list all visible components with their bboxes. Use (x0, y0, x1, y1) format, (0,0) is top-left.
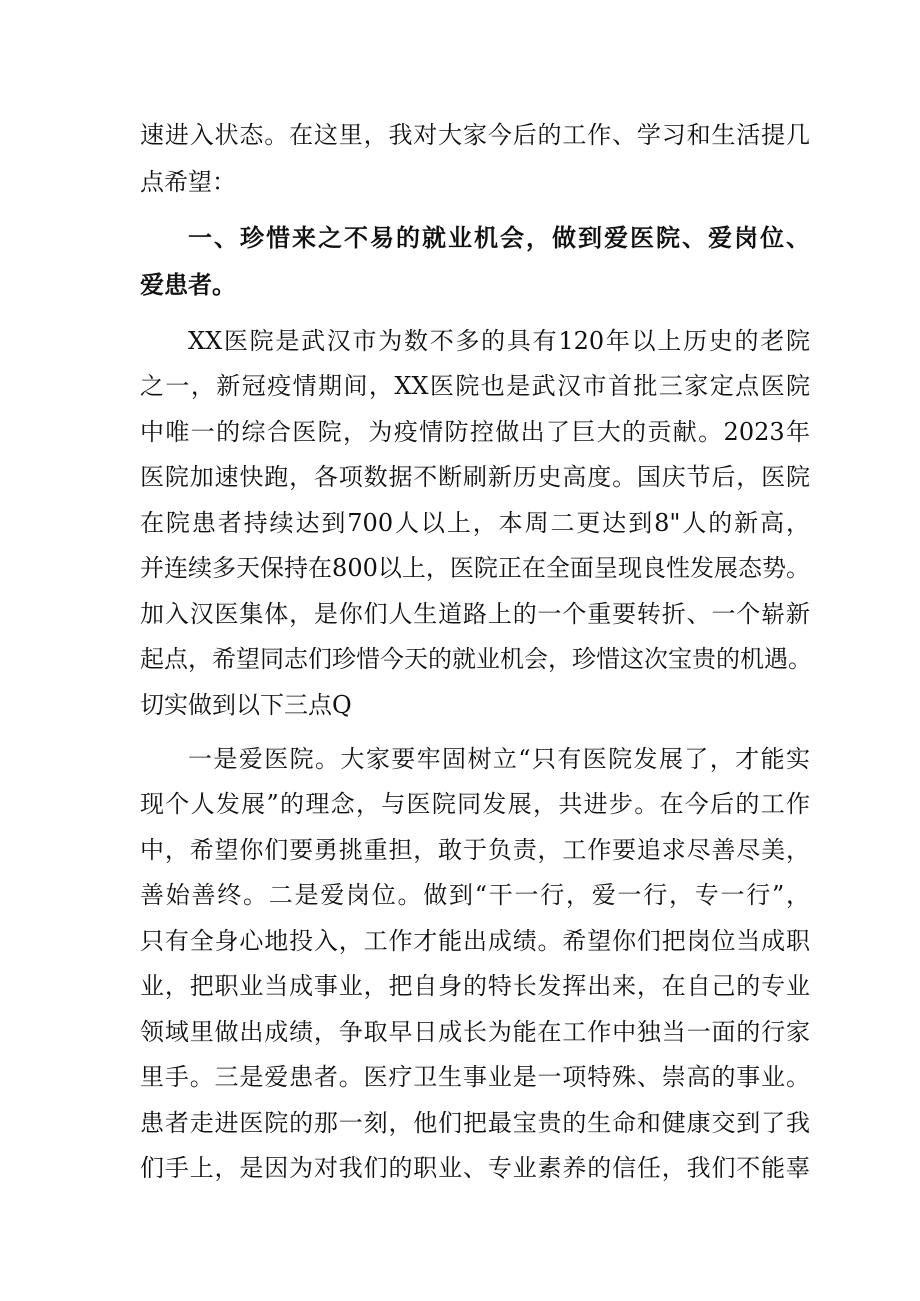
text-line: 领域里做出成绩，争取早日成长为能在工作中独当一面的行家 (140, 1018, 810, 1046)
text-line: 切实做到以下三点Q (140, 691, 352, 719)
section-heading-line: 一、珍惜来之不易的就业机会，做到爱医院、爱岗位、 (188, 224, 810, 252)
text-line: 患者走进医院的那一刻，他们把最宝贵的生命和健康交到了我 (140, 1109, 810, 1137)
text-line: 医院加速快跑，各项数据不断刷新历史高度。国庆节后，医院 (140, 463, 810, 491)
text-line: 在院患者持续达到700人以上，本周二更达到8"人的新高， (140, 509, 810, 537)
text-line: 业，把职业当成事业，把自身的特长发挥出来，在自己的专业 (140, 972, 810, 1000)
text-line: 们手上，是因为对我们的职业、专业素养的信任，我们不能辜 (140, 1154, 810, 1182)
section-heading-line: 爱患者。 (140, 271, 236, 299)
text-line: 中唯一的综合医院，为疫情防控做出了巨大的贡献。2023年 (140, 418, 810, 446)
text-line: 里手。三是爱患者。医疗卫生事业是一项特殊、崇高的事业。 (140, 1063, 810, 1091)
text-line: 现个人发展”的理念，与医院同发展，共进步。在今后的工作 (140, 790, 810, 818)
text-line: 起点，希望同志们珍惜今天的就业机会，珍惜这次宝贵的机遇。 (140, 645, 812, 673)
text-line: 并连续多天保持在800以上，医院正在全面呈现良性发展态势。 (140, 554, 810, 582)
text-line: 中，希望你们要勇挑重担，敢于负责，工作要追求尽善尽美， (140, 836, 810, 864)
text-line: 之一，新冠疫情期间，XX医院也是武汉市首批三家定点医院 (140, 372, 810, 400)
text-line: 点希望： (140, 168, 236, 196)
text-line: 加入汉医集体，是你们人生道路上的一个重要转折、一个崭新 (140, 600, 810, 628)
text-line: 善始善终。二是爱岗位。做到“干一行，爱一行，专一行”， (140, 881, 810, 909)
text-line: 只有全身心地投入，工作才能出成绩。希望你们把岗位当成职 (140, 927, 810, 955)
text-line: 一是爱医院。大家要牢固树立“只有医院发展了，才能实 (188, 745, 810, 773)
text-line: 速进入状态。在这里，我对大家今后的工作、学习和生活提几 (140, 121, 810, 149)
text-line: XX医院是武汉市为数不多的具有120年以上历史的老院 (188, 327, 810, 355)
